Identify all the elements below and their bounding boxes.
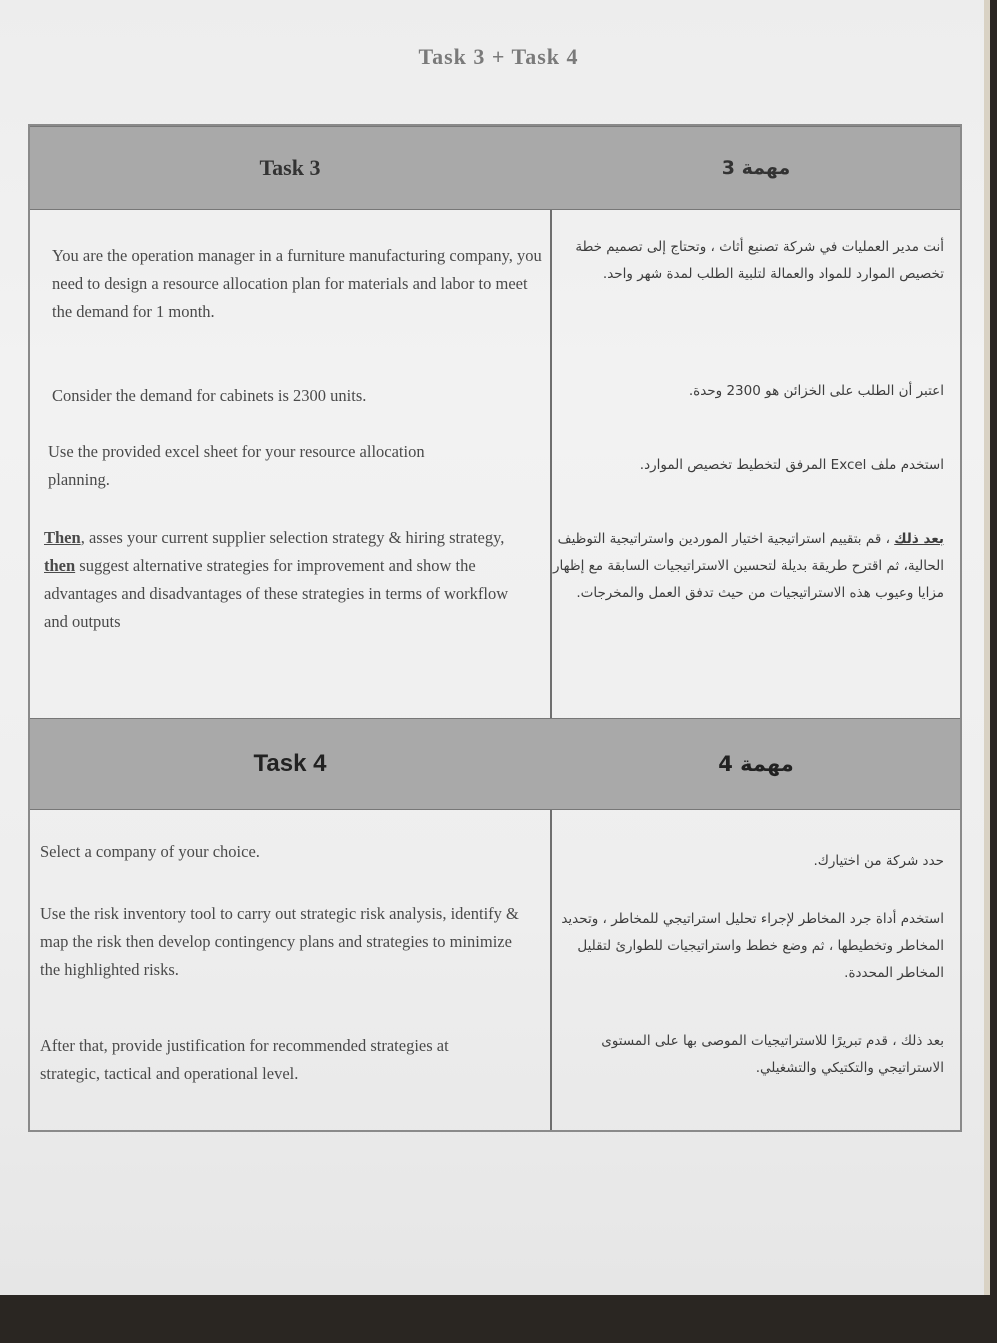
task-table <box>28 124 962 1132</box>
task4-header-ar: مهمة 4 <box>718 752 794 776</box>
task3-paragraph-2-en: Consider the demand for cabinets is 2300 units. <box>52 386 367 405</box>
task3-paragraph-4-part2: suggest alternative strategies for improvement and show the advantages and disadvantages of these strategies in terms of workflow and outputs <box>44 556 509 631</box>
task4-paragraph-2-ar: استخدم أداة جرد المخاطر لإجراء تحليل استراتيجي للمخاطر ، وتحديد المخاطر وتخطيطها ، ثم وضع خطط واستراتيجيات للطوارئ لتقليل المخاطر المحددة. <box>561 911 944 981</box>
task3-paragraph-1-ar: أنت مدير العمليات في شركة تصنيع أثاث ، وتحتاج إلى تصميم خطة تخصيص الموارد للمواد والعمالة لتلبية الطلب لمدة شهر واحد. <box>575 239 944 282</box>
after-that-emphasis: بعد ذلك <box>894 531 944 547</box>
task3-paragraph-4-ar <box>544 526 944 607</box>
task4-paragraph-1-en: Select a company of your choice. <box>40 842 260 861</box>
task3-paragraph-4-en <box>44 524 524 636</box>
task4-paragraph-3-en: After that, provide justification for recommended strategies at strategic, tactical and operational level. <box>40 1036 449 1083</box>
task3-paragraph-3-en: Use the provided excel sheet for your resource allocation planning. <box>48 442 425 489</box>
task3-paragraph-4-part1: , asses your current supplier selection strategy & hiring strategy, <box>80 528 505 547</box>
task4-header-row <box>30 718 960 810</box>
task4-header-en: Task 4 <box>253 750 327 777</box>
task4-paragraph-1-ar: حدد شركة من اختيارك. <box>813 853 944 869</box>
task3-paragraph-4-ar-body: ، قم بتقييم استراتيجية اختيار الموردين واستراتيجية التوظيف الحالية، ثم اقترح طريقة بديلة لتحسين الاستراتيجيات السابقة مع إظهار مزايا وعيوب هذه الاستراتيجيات من حيث تدفق العمل والمخرجات. <box>553 531 944 601</box>
task3-header-en: Task 3 <box>259 155 321 180</box>
task3-paragraph-3-ar: استخدم ملف Excel المرفق لتخطيط تخصيص الموارد. <box>639 457 944 473</box>
then-emphasis-1: Then <box>44 528 81 547</box>
task3-header-ar: مهمة 3 <box>721 157 791 179</box>
then-emphasis-2: then <box>44 556 76 575</box>
task3-paragraph-2-ar: اعتبر أن الطلب على الخزائن هو 2300 وحدة. <box>688 383 944 399</box>
task3-paragraph-1-en: You are the operation manager in a furniture manufacturing company, you need to design a resource allocation plan for materials and labor to meet the demand for 1 month. <box>52 246 542 321</box>
task3-header-row <box>30 126 960 210</box>
task4-paragraph-3-ar: بعد ذلك ، قدم تبريرًا للاستراتيجيات الموصى بها على المستوى الاستراتيجي والتكتيكي والتشغيلي. <box>601 1033 944 1076</box>
task4-paragraph-2-en: Use the risk inventory tool to carry out strategic risk analysis, identify & map the risk then develop contingency plans and strategies to minimize the highlighted risks. <box>40 904 519 979</box>
document-title: Task 3 + Task 4 <box>418 44 579 69</box>
